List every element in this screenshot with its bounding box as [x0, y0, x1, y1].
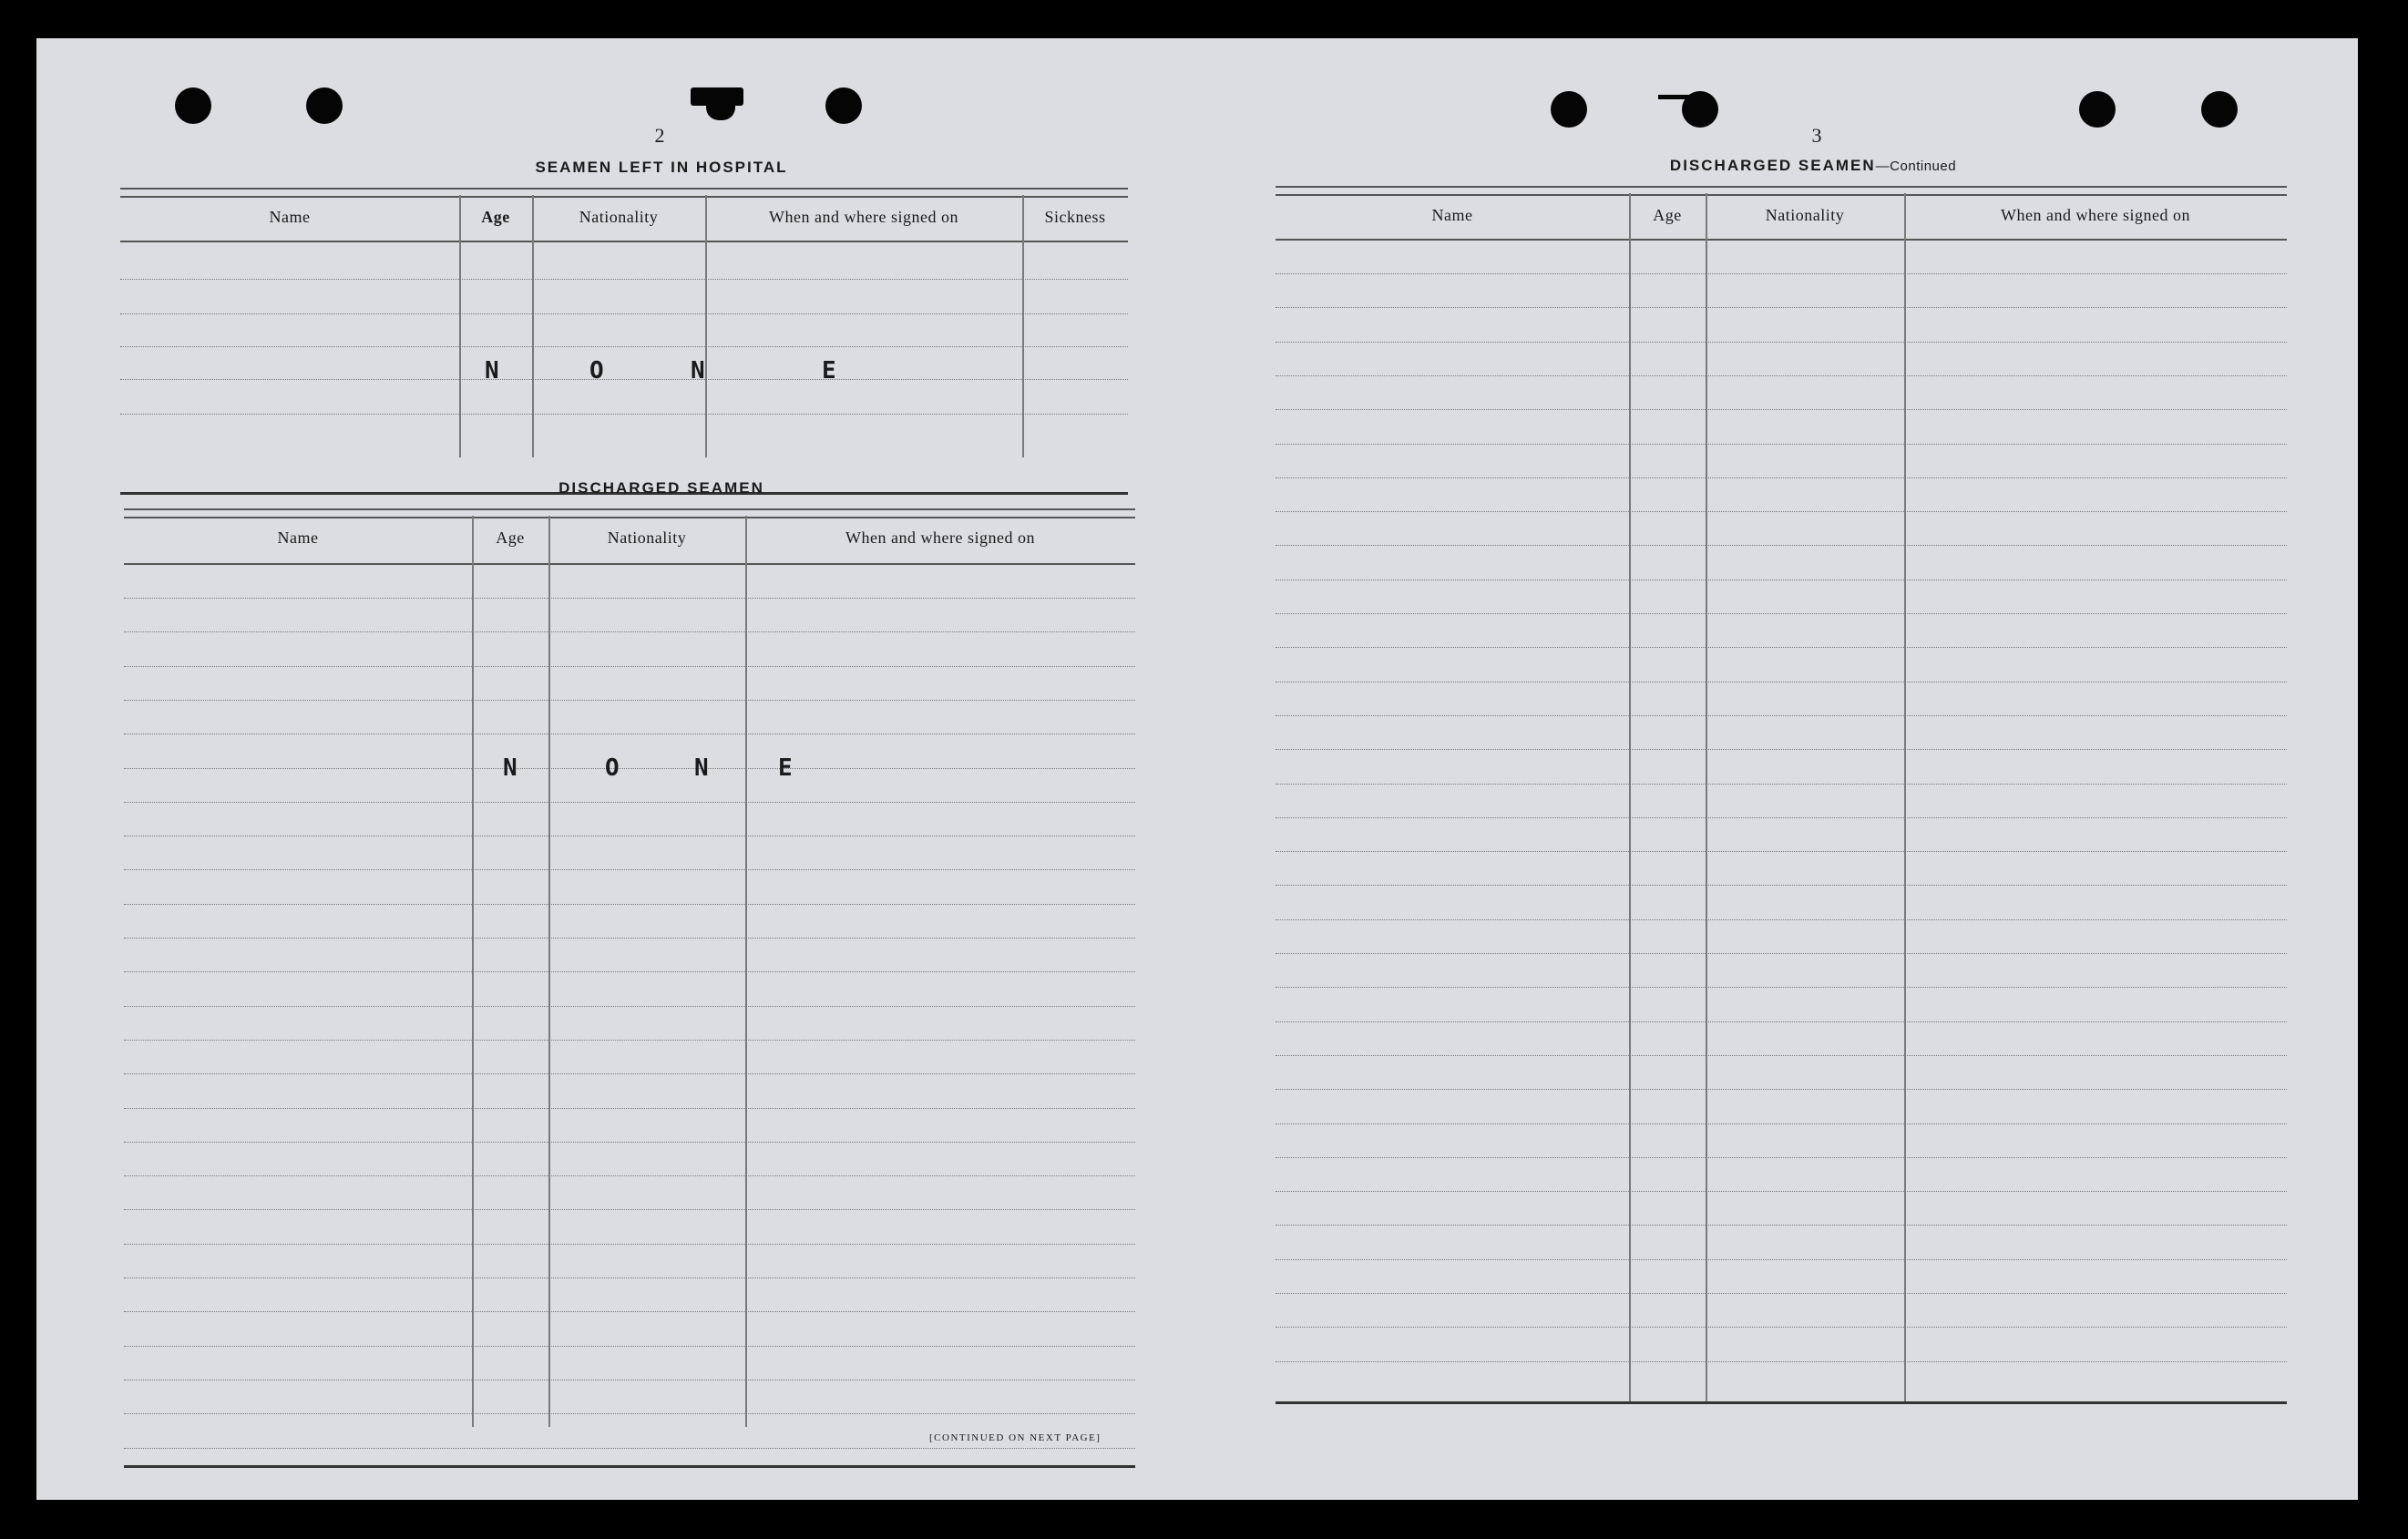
ruled-line	[1276, 647, 2287, 648]
ruled-line	[1276, 1055, 2287, 1056]
none-entry-letter: N	[691, 357, 705, 385]
column-header-sickness: Sickness	[1044, 208, 1106, 226]
column-header-signed-on: When and where signed on	[769, 208, 958, 226]
ruled-line	[1276, 613, 2287, 614]
section-title-suffix: —Continued	[1875, 159, 1957, 174]
hospital-table	[120, 188, 1128, 494]
ruled-line	[1276, 1293, 2287, 1294]
page-number: 2	[654, 124, 665, 147]
ruled-line	[124, 869, 1135, 870]
column-header-age: Age	[496, 528, 525, 547]
column-header-name: Name	[277, 528, 319, 547]
column-header-name: Name	[1431, 206, 1473, 224]
ruled-line	[124, 631, 1135, 632]
ruled-line	[1276, 715, 2287, 716]
ruled-line	[1276, 885, 2287, 886]
form-sheet	[36, 38, 2358, 1500]
column-header-signed-on: When and where signed on	[2001, 206, 2190, 224]
ruled-line	[1276, 409, 2287, 410]
punch-hole	[2201, 91, 2238, 128]
ruled-line	[1276, 545, 2287, 546]
ruled-line	[1276, 1021, 2287, 1022]
ruled-line	[1276, 1191, 2287, 1192]
punch-hole	[175, 87, 211, 124]
ruled-line	[124, 1073, 1135, 1074]
section-title-text: DISCHARGED SEAMEN	[1669, 157, 1876, 174]
ruled-line	[1276, 987, 2287, 988]
ruled-line	[1276, 342, 2287, 343]
none-entry-letter: N	[485, 357, 499, 385]
ruled-line	[124, 768, 1135, 769]
ruled-line	[124, 1006, 1135, 1007]
ink-blot	[706, 100, 735, 120]
punch-hole	[2079, 91, 2116, 128]
ruled-line	[1276, 749, 2287, 750]
column-header-nationality: Nationality	[1765, 206, 1845, 224]
column-header-signed-on: When and where signed on	[845, 528, 1035, 547]
punch-hole	[1551, 91, 1587, 128]
ruled-line	[124, 598, 1135, 599]
none-entry-letter: O	[589, 357, 604, 385]
ruled-line	[124, 1108, 1135, 1109]
none-entry-letter: N	[694, 754, 709, 782]
ruled-line	[1276, 784, 2287, 785]
ruled-line	[1276, 1089, 2287, 1090]
ruled-line	[124, 971, 1135, 972]
ruled-line	[1276, 273, 2287, 274]
column-header-nationality: Nationality	[607, 528, 687, 547]
column-header-nationality: Nationality	[579, 208, 659, 226]
ruled-line	[1276, 919, 2287, 920]
ruled-line	[1276, 851, 2287, 852]
section-title-hospital: SEAMEN LEFT IN HOSPITAL	[535, 159, 788, 176]
punch-hole	[825, 87, 862, 124]
ink-blot	[1658, 95, 1689, 99]
ruled-line	[124, 904, 1135, 905]
ruled-line	[1276, 1327, 2287, 1328]
ruled-line	[1276, 511, 2287, 512]
ruled-line	[124, 1311, 1135, 1312]
column-header-name: Name	[269, 208, 311, 226]
column-header-age: Age	[1653, 206, 1682, 224]
ruled-line	[124, 1413, 1135, 1414]
section-title-discharged-continued	[1531, 157, 2095, 175]
ruled-line	[124, 1209, 1135, 1210]
none-entry-letter: N	[503, 754, 517, 782]
ruled-line	[1276, 1123, 2287, 1124]
ruled-line	[1276, 307, 2287, 308]
ruled-line	[124, 1277, 1135, 1278]
ruled-line	[124, 666, 1135, 667]
discharged-table-right	[1276, 186, 2287, 1443]
ruled-line	[124, 1244, 1135, 1245]
none-entry-letter: E	[822, 357, 836, 385]
column-header-age: Age	[481, 208, 510, 226]
ruled-line	[1276, 1259, 2287, 1260]
ruled-line	[124, 938, 1135, 939]
discharged-table-left	[124, 508, 1135, 1465]
ruled-line	[1276, 1361, 2287, 1362]
ruled-line	[124, 1040, 1135, 1041]
none-entry-letter: E	[778, 754, 793, 782]
ruled-line	[124, 1448, 1135, 1449]
ruled-line	[124, 700, 1135, 701]
section-title-discharged: DISCHARGED SEAMEN	[558, 479, 764, 497]
ruled-line	[124, 1142, 1135, 1143]
continued-note: [CONTINUED ON NEXT PAGE]	[929, 1432, 1102, 1443]
none-entry-letter: O	[605, 754, 620, 782]
ruled-line	[1276, 953, 2287, 954]
ruled-line	[124, 802, 1135, 803]
ruled-line	[1276, 477, 2287, 478]
page-number: 3	[1811, 124, 1822, 147]
ruled-line	[1276, 1225, 2287, 1226]
ruled-line	[1276, 1157, 2287, 1158]
ruled-line	[1276, 375, 2287, 376]
ruled-line	[1276, 817, 2287, 818]
ruled-line	[124, 1346, 1135, 1347]
ruled-line	[1276, 444, 2287, 445]
punch-hole	[306, 87, 343, 124]
ruled-line	[124, 1175, 1135, 1176]
